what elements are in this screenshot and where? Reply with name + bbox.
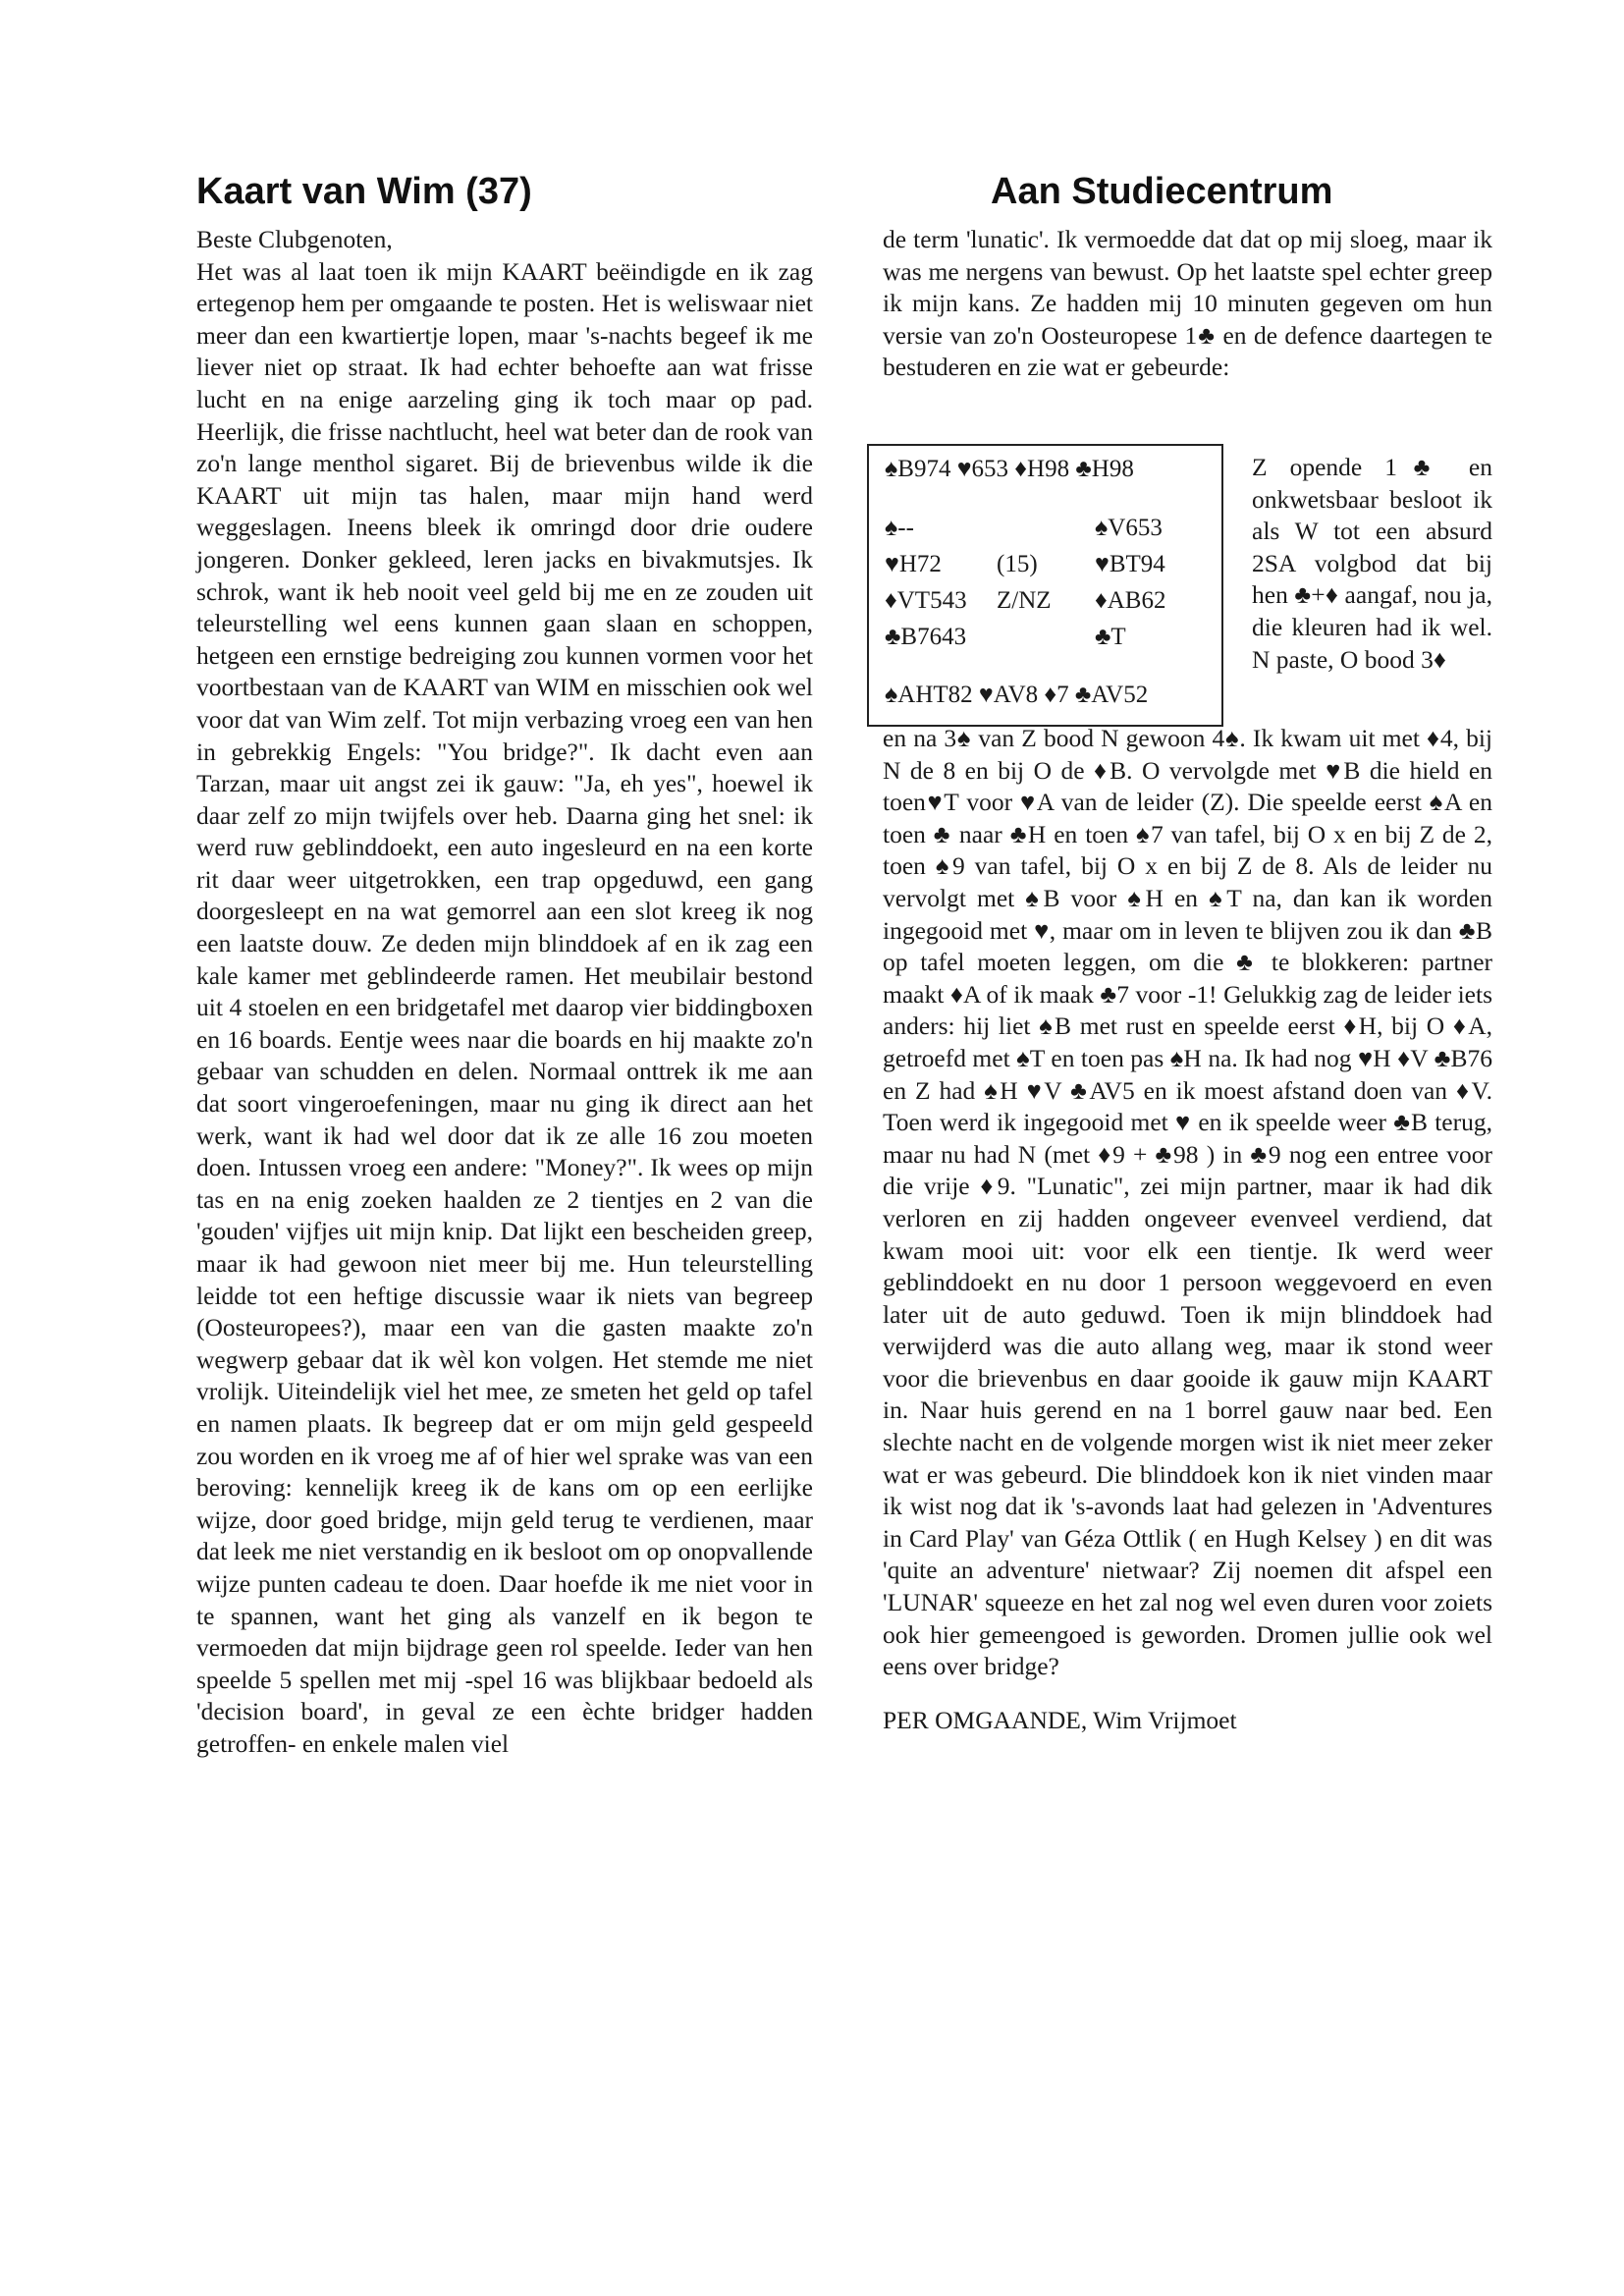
diagram-south: ♠AHT82 ♥AV8 ♦7 ♣AV52 [885, 682, 1149, 708]
diagram-east-hearts: ♥BT94 [1095, 551, 1165, 577]
diagram-north: ♠B974 ♥653 ♦H98 ♣H98 [885, 456, 1134, 482]
diagram-west-diamonds: ♦VT543 [885, 587, 967, 614]
left-body-text: Beste Clubgenoten, Het was al laat toen ik mijn KAART beëindigde en ik zag ertegenop hem per omgaande te posten. Het is weliswaar niet meer dan een kwartiertje lopen, maar 's-nachts begeef ik me liever niet op straat. Ik had echter behoefte aan wat frisse lucht en na enige aarzeling ging ik toch maar op pad. Heerlijk, die frisse nachtlucht, heel wat beter dan de rook van zo'n lange menthol sigaret. Bij de brievenbus wilde ik die KAART uit mijn tas halen, maar mijn hand werd weggeslagen. Ineens bleek ik omringd door drie oudere jongeren. Donker gekleed, leren jacks en bivakmutsjes. Ik schrok, want ik heb nooit veel geld bij me en ze zouden uit teleurstelling wel eens kunnen gaan slaan en schoppen, hetgeen een ernstige bedreiging zou kunnen vormen voor het voortbestaan van de KAART van WIM en misschien ook wel voor dat van Wim zelf. Tot mijn verbazing vroeg een van hen in gebrekkig Engels: "You bridge?". Ik dacht even aan Tarzan, maar uit angst zei ik gauw: "Ja, eh yes", hoewel ik daar zelf zo mijn twijfels over heb. Daarna ging het snel: ik werd ruw geblinddoekt, een auto ingesleurd en na een korte rit daar weer uitgetrokken, een trap opgeduwd, een gang doorgesleept en na wat gemorrel aan een slot kreeg ik nog een laatste douw. Ze deden mijn blinddoek af en ik zag een kale kamer met geblindeerde ramen. Het meubilair bestond uit 4 stoelen en een bridgetafel met daarop vier biddingboxen en 16 boards. Eentje wees naar die boards en hij maakte zo'n gebaar van schudden en delen. Normaal onttrek ik me aan dat soort vingeroefeningen, maar nu ging ik direct aan het werk, want ik had wel door dat ik ze alle 16 zou moeten doen. Intussen vroeg een andere: "Money?". Ik wees op mijn tas en na enig zoeken haalden ze 2 tientjes en 2 van die 'gouden' vijfjes uit mijn knip. Dat lijkt een bescheiden greep, maar ik had gewoon niet meer bij me. Hun teleurstelling leidde tot een heftige discussie waar ik niets van begreep (Oosteuropees?), maar een van die gasten maakte zo'n wegwerp gebaar dat ik wèl kon volgen. Het stemde me niet vrolijk. Uiteindelijk viel het mee, ze smeten het geld op tafel en namen plaats. Ik begreep dat er om mijn geld gespeeld zou worden en ik vroeg me af of hier wel sprake was van een beroving: kennelijk kreeg ik de kans om op een eerlijke wijze, door goed bridge, mijn geld terug te verdienen, maar dat leek me niet verstandig en ik besloot om op onopvallende wijze punten cadeau te doen. Daar hoefde ik me niet voor in te spannen, want het ging als vanzelf en ik begon te vermoeden dat mijn bijdrage geen rol speelde. Ieder van hen speelde 5 spellen met mij -spel 16 was blijkbaar bedoeld als 'decision board', in geval ze een èchte bridger hadden getroffen- en enkele malen viel [196, 225, 813, 1758]
section-title: Aan Studiecentrum [991, 171, 1333, 212]
bridge-diagram [867, 444, 1223, 727]
diagram-board-number: (15) [997, 551, 1038, 577]
diagram-east-spades: ♠V653 [1095, 515, 1163, 541]
signature: PER OMGAANDE, Wim Vrijmoet [883, 1705, 1237, 1734]
right-column-bottom [883, 723, 1492, 1736]
diagram-east-clubs: ♣T [1095, 624, 1126, 650]
article-title: Kaart van Wim (37) [196, 171, 532, 212]
right-body-text: en na 3♠ van Z bood N gewoon 4♠. Ik kwam uit met ♦4, bij N de 8 en bij O de ♦B. O vervolgde met ♥B die hield en toen♥T voor ♥A van de leider (Z). Die speelde eerst ♠A en toen ♣ naar ♣H en toen ♠7 van tafel, bij O x en bij Z de 2, toen ♠9 van tafel, bij O x en bij Z de 8. Als de leider nu vervolgt met ♠B voor ♠H en ♠T na, dan kan ik worden ingegooid met ♥, maar om in leven te blijven zou ik dan ♣B op tafel moeten leggen, om die ♣ te blokkeren: partner maakt ♦A of ik maak ♣7 voor -1! Gelukkig zag de leider iets anders: hij liet ♠B met rust en speelde eerst ♦H, bij O ♦A, getroefd met ♠T en toen pas ♠H na. Ik had nog ♥H ♦V ♣B76 en Z had ♠H ♥V ♣AV5 en ik moest afstand doen van ♦V. Toen werd ik ingegooid met ♥ en ik speelde weer ♣B terug, maar nu had N (met ♦9 + ♣98 ) in ♣9 nog een entree voor die vrije ♦9. "Lunatic", zei mijn partner, maar ik had dik verloren en zij hadden ongeveer evenveel verdiend, dat kwam mooi uit: voor elk een tientje. Ik werd weer geblinddoekt en nu door 1 persoon weggevoerd en even later uit de auto geduwd. Toen ik mijn blinddoek had verwijderd was die auto allang weg, maar ik stond weer voor die brievenbus en daar gooide ik gauw mijn KAART in. Naar huis gerend en na 1 borrel gauw naar bed. Een slechte nacht en de volgende morgen wist ik niet meer zeker wat er was gebeurd. Die blinddoek kon ik niet vinden maar ik wist nog dat ik 's-avonds laat had gelezen in 'Adventures in Card Play' van Géza Ottlik ( en Hugh Kelsey ) en dit was 'quite an adventure' nietwaar? Zij noemen dit afspel een 'LUNAR' squeeze en het zal nog wel even duren voor zoiets ook hier gemeengoed is geworden. Dromen jullie ook wel eens over bridge? [883, 724, 1492, 1681]
left-column [196, 224, 813, 1761]
right-column-top [883, 224, 1492, 384]
diagram-side-text: Z opende 1♣ en onkwetsbaar besloot ik als W tot een absurd 2SA volgbod dat bij hen ♣+♦ aangaf, nou ja, die kleuren had ik wel. N paste, O bood 3♦ [1252, 453, 1492, 674]
diagram-dealer-vulnerability: Z/NZ [997, 587, 1052, 614]
diagram-west-clubs: ♣B7643 [885, 624, 967, 650]
diagram-west-spades: ♠-- [885, 515, 914, 541]
diagram-east-diamonds: ♦AB62 [1095, 587, 1166, 614]
diagram-west-hearts: ♥H72 [885, 551, 942, 577]
right-intro-text: de term 'lunatic'. Ik vermoedde dat dat op mij sloeg, maar ik was me nergens van bewust. Op het laatste spel echter greep ik mijn kans. Ze hadden mij 10 minuten gegeven om hun versie van zo'n Oosteuropese 1♣ en de defence daartegen te bestuderen en zie wat er gebeurde: [883, 225, 1492, 382]
